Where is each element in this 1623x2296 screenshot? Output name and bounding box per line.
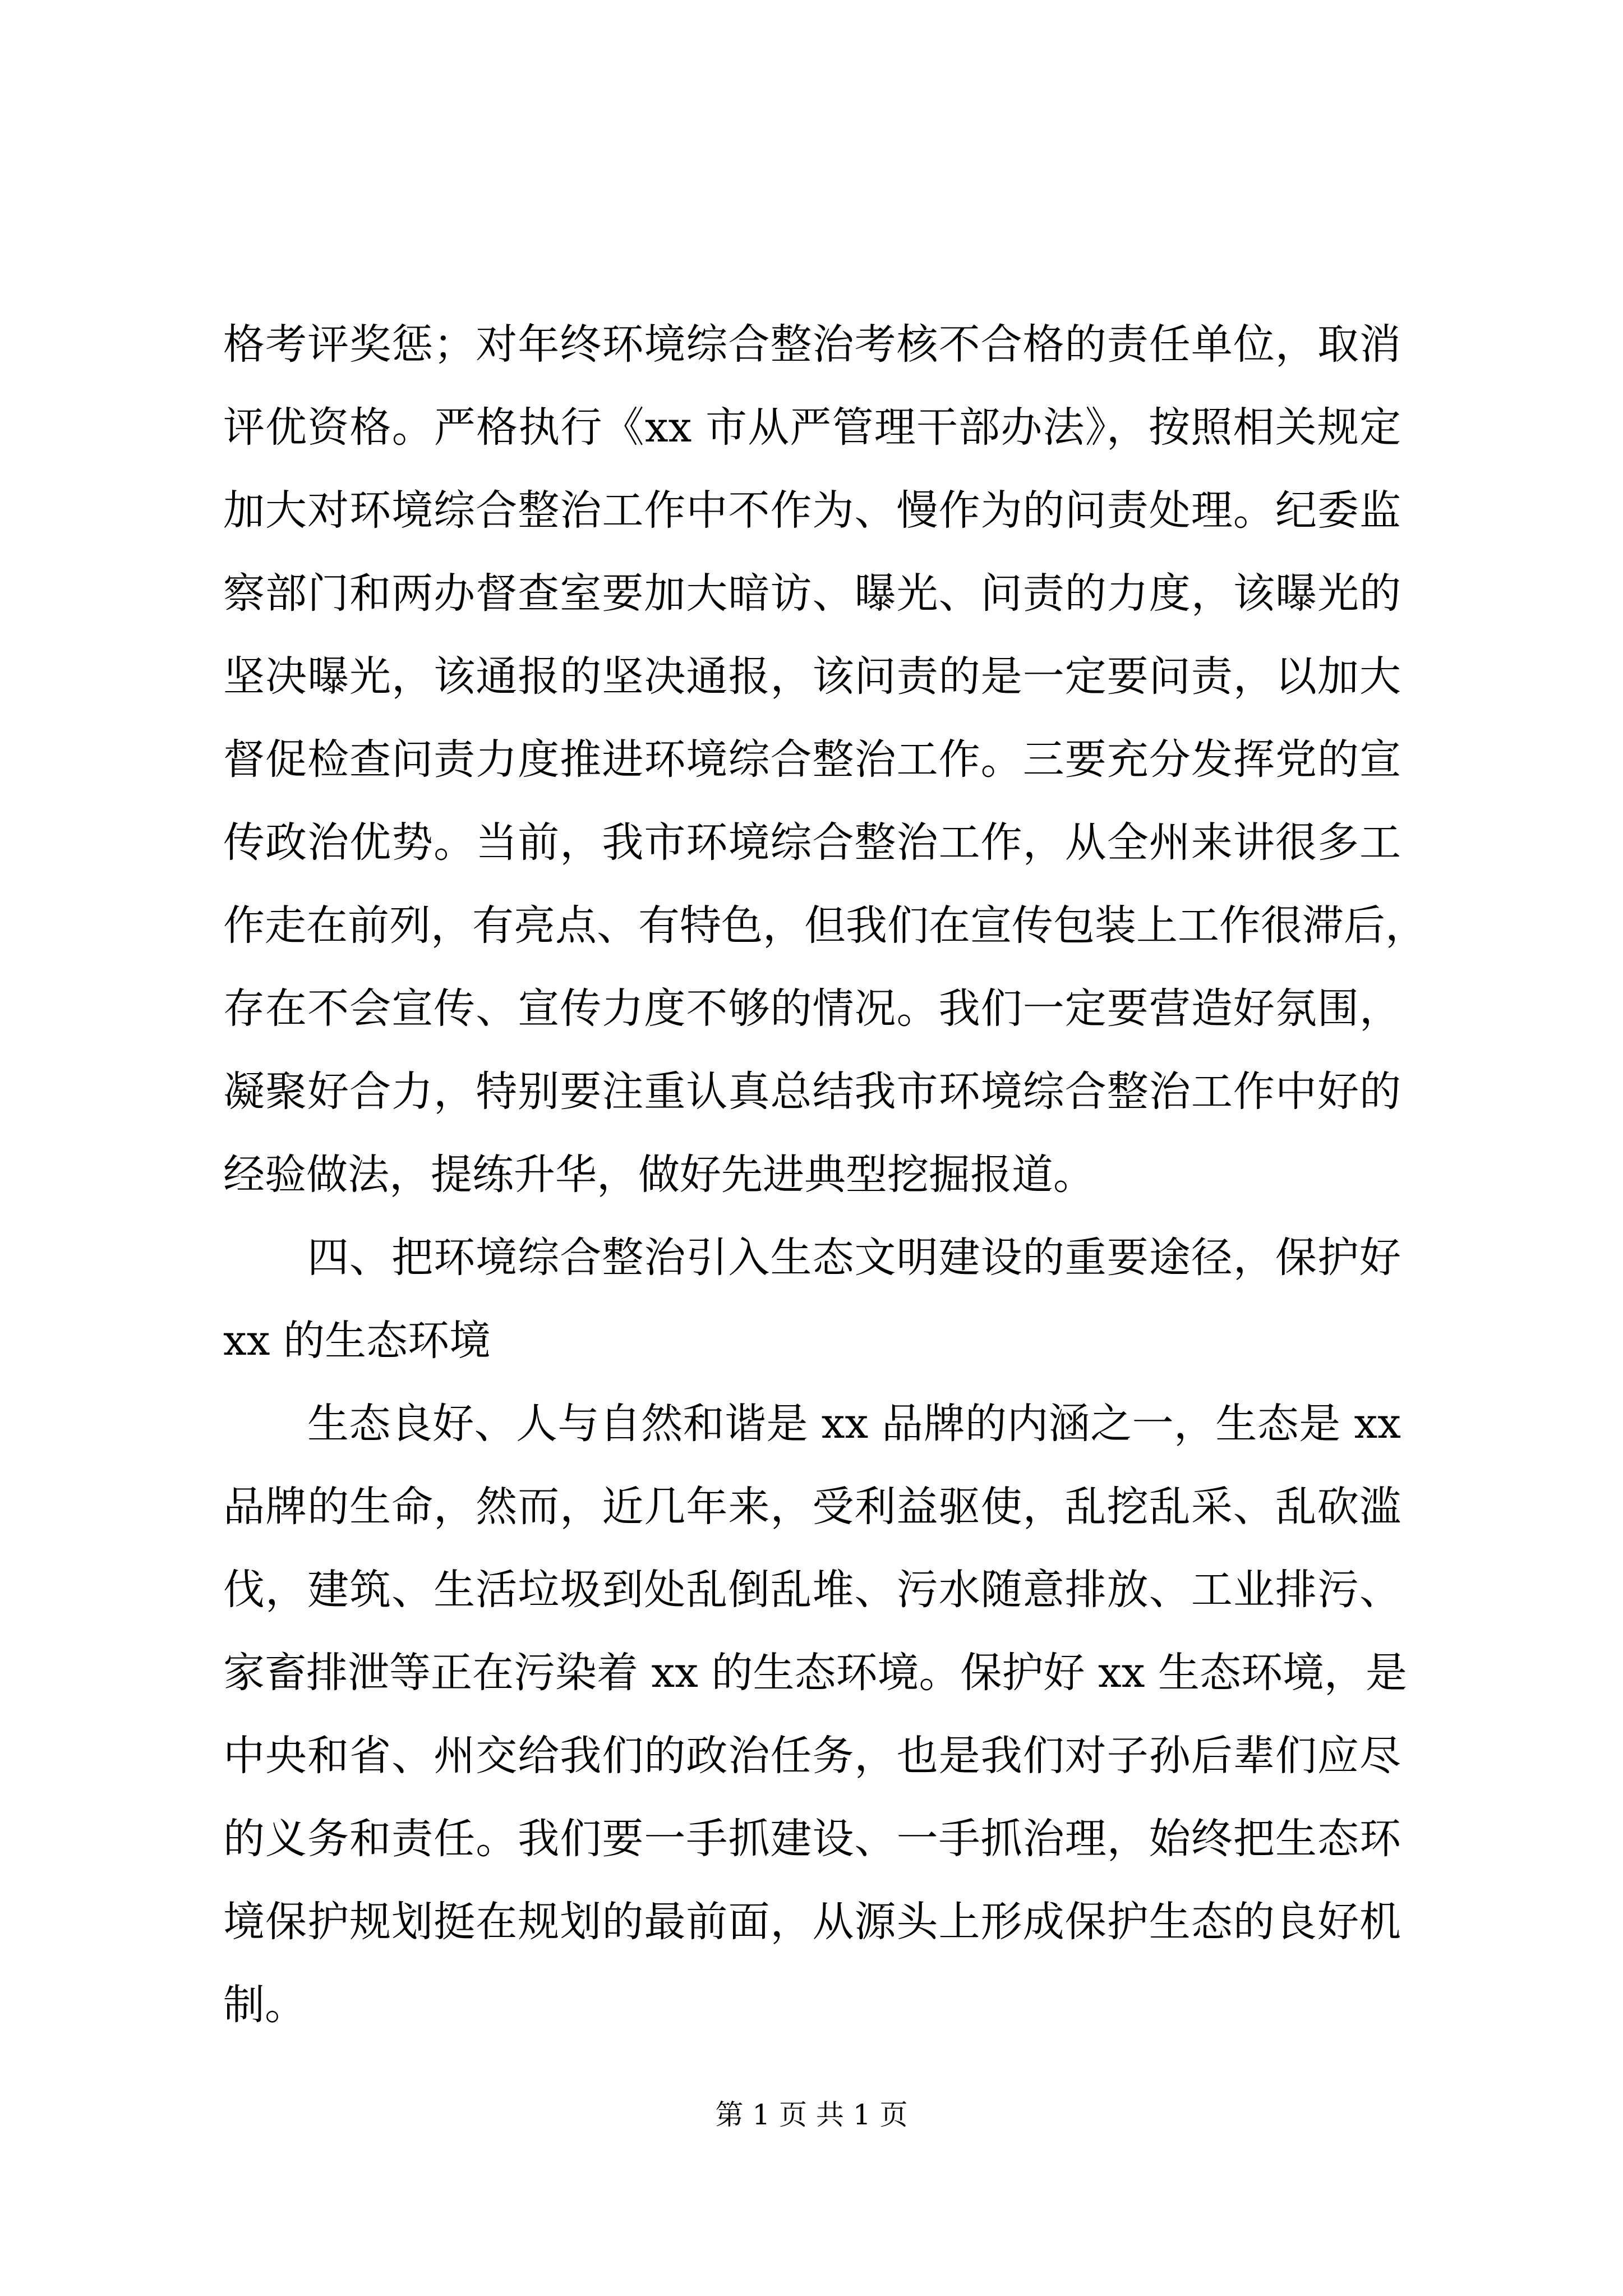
document-body [223,303,1427,2046]
text-line: 凝聚好合力，特别要注重认真总结我市环境综合整治工作中好的 [223,1068,1401,1116]
text-line: 存在不会宣传、宣传力度不够的情况。我们一定要营造好氛围， [223,984,1401,1033]
text-line: 境保护规划挺在规划的最前面，从源头上形成保护生态的良好机 [223,1898,1401,1946]
text-line: 四、把环境综合整治引入生态文明建设的重要途径，保护好 [307,1234,1401,1282]
text-line: 制。 [223,1981,306,2029]
paragraph-body [223,1382,1408,2046]
text-line: 品牌的生命，然而，近几年来，受利益驱使，乱挖乱采、乱砍滥 [223,1483,1401,1531]
paragraph-continuation [223,303,1427,1216]
page-number: 第 1 页 共 1 页 [715,2099,908,2131]
text-line: 督促检查问责力度推进环境综合整治工作。三要充分发挥党的宣 [223,735,1401,784]
text-line: xx 的生态环境 [223,1317,491,1365]
text-line: 格考评奖惩；对年终环境综合整治考核不合格的责任单位，取消 [223,320,1401,369]
page-footer [0,2095,1623,2134]
text-line: 生态良好、人与自然和谐是 xx 品牌的内涵之一，生态是 xx [307,1400,1401,1448]
text-line: 察部门和两办督查室要加大暗访、曝光、问责的力度，该曝光的 [223,569,1401,618]
text-line: 的义务和责任。我们要一手抓建设、一手抓治理，始终把生态环 [223,1815,1401,1863]
text-line: 家畜排泄等正在污染着 xx 的生态环境。保护好 xx 生态环境，是 [223,1649,1408,1697]
section-heading [223,1216,1401,1382]
text-line: 经验做法，提练升华，做好先进典型挖掘报道。 [223,1151,1095,1199]
text-line: 加大对环境综合整治工作中不作为、慢作为的问责处理。纪委监 [223,486,1401,535]
text-line: 传政治优势。当前，我市环境综合整治工作，从全州来讲很多工 [223,818,1401,867]
text-line: 伐，建筑、生活垃圾到处乱倒乱堆、污水随意排放、工业排污、 [223,1566,1401,1614]
text-line: 坚决曝光，该通报的坚决通报，该问责的是一定要问责，以加大 [223,652,1401,701]
text-line: 评优资格。严格执行《xx 市从严管理干部办法》，按照相关规定 [223,403,1401,452]
text-line: 作走在前列，有亮点、有特色，但我们在宣传包装上工作很滞后， [223,901,1427,950]
text-line: 中央和省、州交给我们的政治任务，也是我们对子孙后辈们应尽 [223,1732,1401,1780]
